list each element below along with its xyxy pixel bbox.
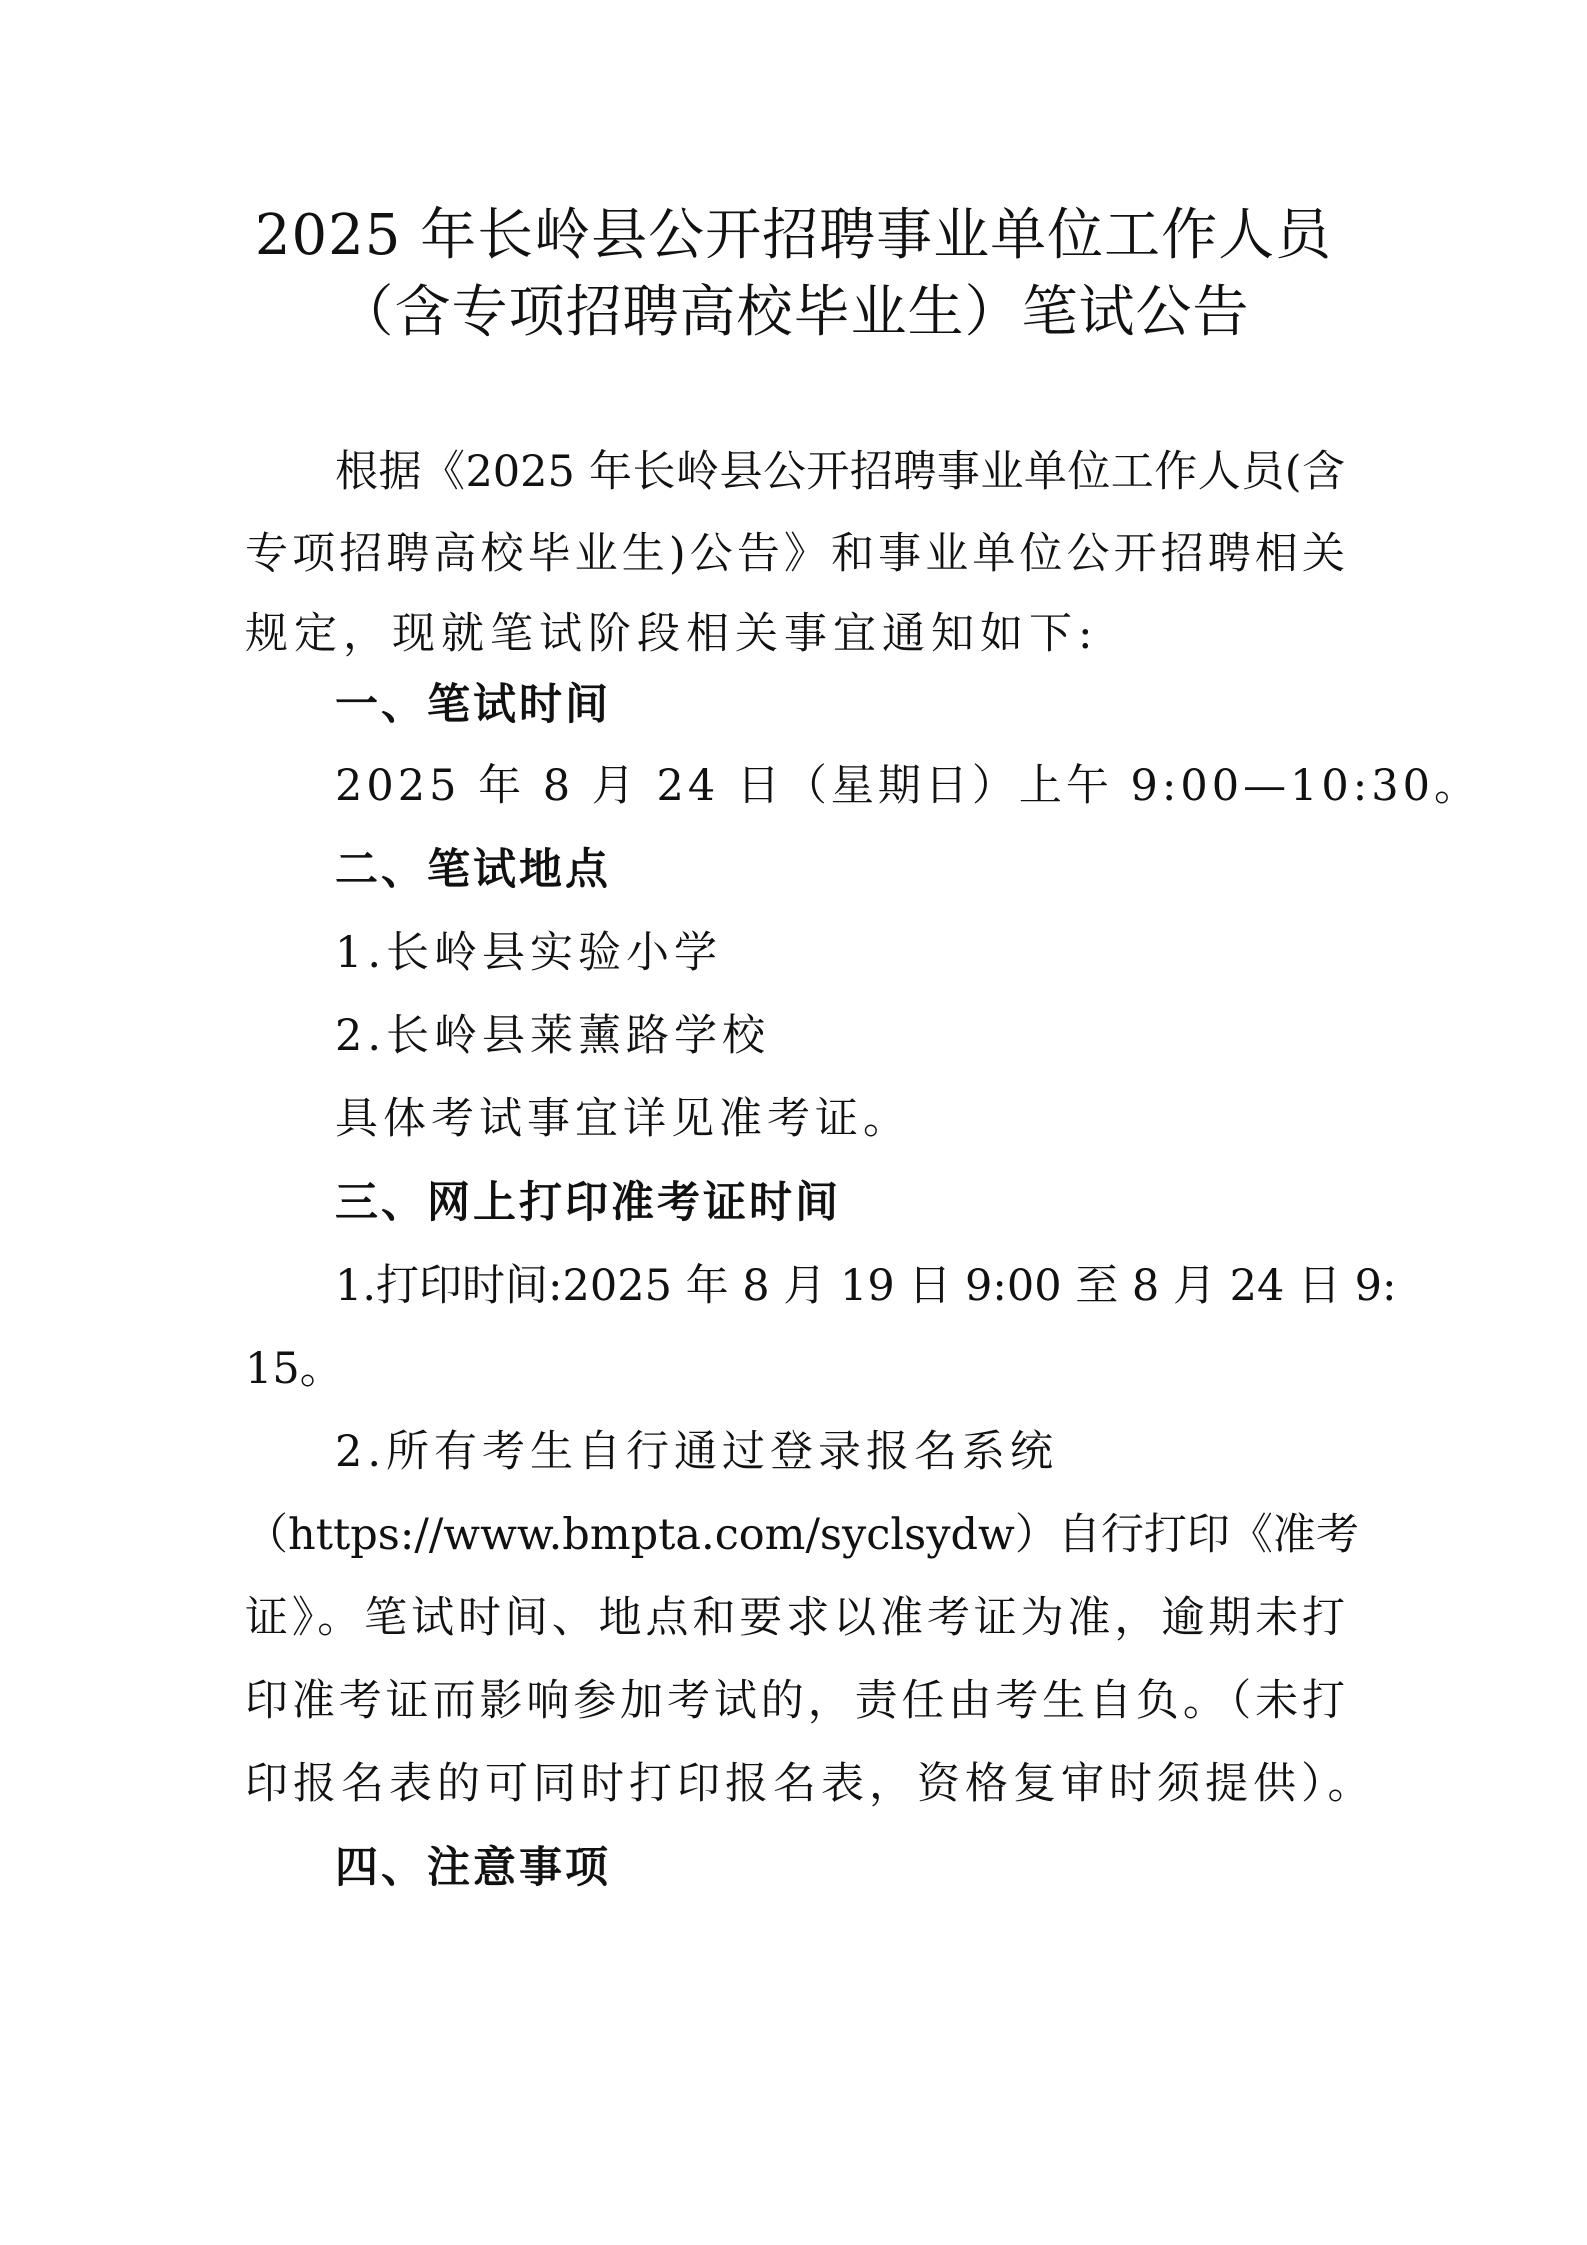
intro-line-3: 规定，现就笔试阶段相关事宜通知如下:: [245, 609, 1099, 659]
section-2-heading: 二、笔试地点: [335, 845, 611, 895]
intro-line-1: 根据《2025 年长岭县公开招聘事业单位工作人员(含: [335, 447, 1345, 497]
section-4-heading: 四、注意事项: [335, 1843, 611, 1893]
print-time-line-1: 1.打印时间:2025 年 8 月 19 日 9:00 至 8 月 24 日 9:: [335, 1261, 1397, 1311]
section-3-heading: 三、网上打印准考证时间: [335, 1178, 841, 1228]
print-instructions-line-2: （https://www.bmpta.com/syclsydw）自行打印《准考: [245, 1510, 1359, 1560]
document-title-line-1: 2025 年长岭县公开招聘事业单位工作人员: [254, 203, 1333, 268]
print-time-line-2: 15。: [245, 1344, 343, 1394]
print-instructions-line-3: 证》。笔试时间、地点和要求以准考证为准，逾期未打: [245, 1593, 1345, 1643]
print-instructions-line-1: 2.所有考生自行通过登录报名系统: [335, 1427, 1059, 1477]
exam-details-note: 具体考试事宜详见准考证。: [335, 1094, 911, 1144]
exam-location-2: 2.长岭县莱薰路学校: [335, 1011, 771, 1061]
exam-location-1: 1.长岭县实验小学: [335, 928, 723, 978]
section-1-heading: 一、笔试时间: [335, 680, 611, 730]
document-title-line-2: （含专项招聘高校毕业生）笔试公告: [337, 280, 1250, 345]
intro-line-2: 专项招聘高校毕业生)公告》和事业单位公开招聘相关: [245, 529, 1345, 579]
print-instructions-line-5: 印报名表的可同时打印报名表，资格复审时须提供）。: [245, 1759, 1376, 1809]
print-instructions-line-4: 印准考证而影响参加考试的，责任由考生自负。（未打: [245, 1676, 1345, 1726]
exam-time-text: 2025 年 8 月 24 日（星期日）上午 9:00—10:30。: [335, 761, 1481, 811]
